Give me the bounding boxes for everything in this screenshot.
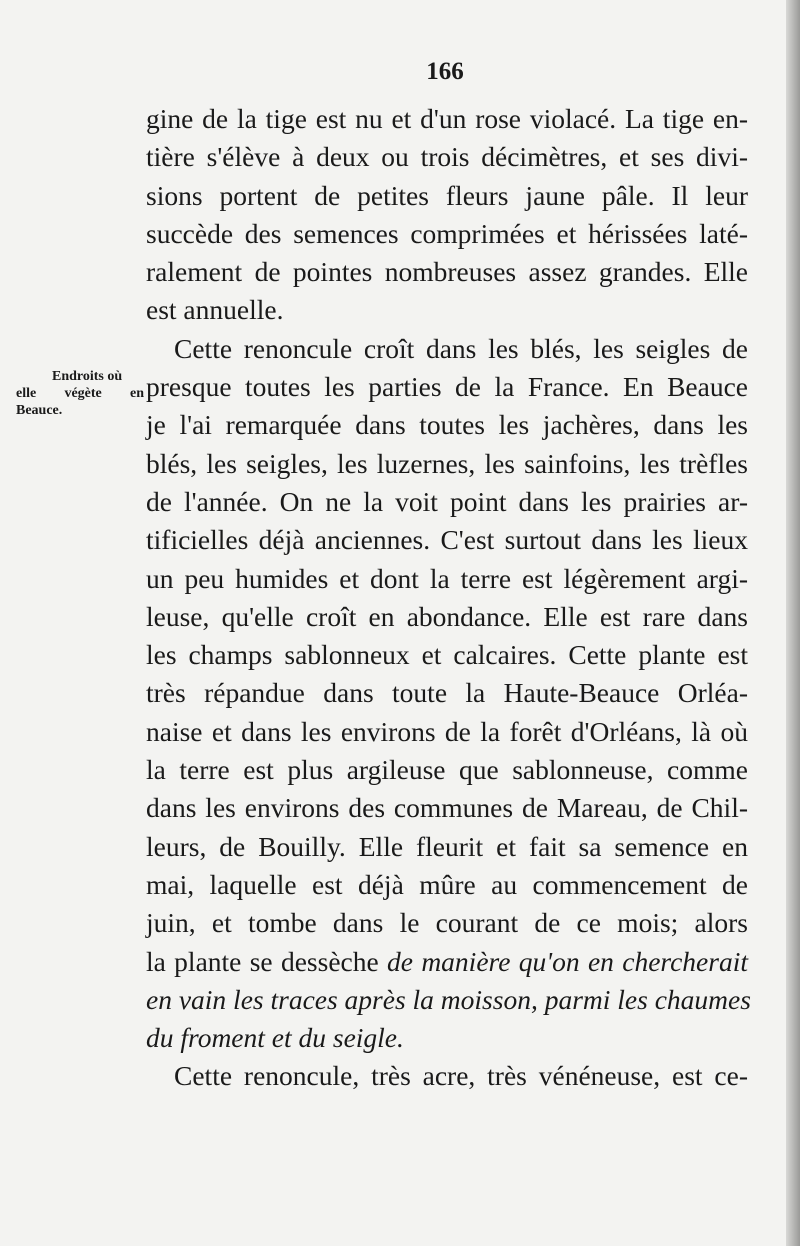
text-line: juin, et tombe dans le courant de ce mois; alors [146, 907, 748, 939]
text-line: Cette renoncule croît dans les blés, les seigles de [174, 332, 748, 364]
text-line: je l'ai remarquée dans toutes les jachères, dans les [146, 409, 748, 441]
text-line-italic [146, 981, 751, 1019]
text-line: ralement de pointes nombreuses assez grandes. Elle [146, 256, 748, 288]
text-line: leurs, de Bouilly. Elle fleurit et fait sa semence en [146, 830, 748, 862]
page-edge-shadow [786, 0, 800, 1246]
text-line: de l'année. On ne la voit point dans les prairies ar- [146, 485, 748, 517]
text-line: naise et dans les environs de la forêt d'Orléans, là où [146, 715, 748, 747]
italic-text: du froment et du seigle. [146, 1022, 404, 1054]
text-line: Cette renoncule, très acre, très vénéneuse, est ce- [174, 1060, 748, 1092]
margin-note-line: Endroits où [52, 369, 123, 384]
margin-note [16, 368, 144, 419]
italic-text: de manière qu'on en chercherait [387, 945, 748, 977]
text-line: blés, les seigles, les luzernes, les sainfoins, les trèfles [146, 447, 748, 479]
text-line: gine de la tige est nu et d'un rose violacé. La tige en- [146, 103, 748, 134]
text-line: est annuelle. [146, 294, 284, 326]
body-text [146, 100, 751, 1096]
text-line: les champs sablonneux et calcaires. Cette plante est [146, 639, 748, 671]
text-line: la terre est plus argileuse que sablonneuse, comme [146, 754, 748, 786]
margin-note-line: Beauce. [16, 403, 63, 418]
text-line: un peu humides et dont la terre est légèrement argi- [146, 562, 748, 594]
text-line: dans les environs des communes de Mareau, de Chil- [146, 792, 748, 824]
page-number: 166 [426, 58, 464, 85]
text-line: mai, laquelle est déjà mûre au commencement de [146, 868, 748, 900]
text-line: sions portent de petites fleurs jaune pâle. Il leur [146, 179, 748, 211]
text-line: tificielles déjà anciennes. C'est surtout dans les lieux [146, 524, 748, 556]
text-line: tière s'élève à deux ou trois décimètres, et ses divi- [146, 141, 748, 173]
text-line: succède des semences comprimées et hérissées laté- [146, 217, 748, 249]
text-line-mixed [146, 943, 748, 981]
italic-text: en vain les traces après la moisson, parmi les chaumes [146, 983, 751, 1015]
text-line: très répandue dans toute la Haute-Beauce Orléa- [146, 677, 748, 709]
text-line: presque toutes les parties de la France. En Beauce [146, 371, 748, 403]
text-line-italic [146, 1019, 748, 1057]
text-line: leuse, qu'elle croît en abondance. Elle est rare dans [146, 600, 748, 632]
margin-note-line: elle végète en [16, 386, 144, 401]
roman-text: la plante se dessèche [146, 945, 388, 977]
